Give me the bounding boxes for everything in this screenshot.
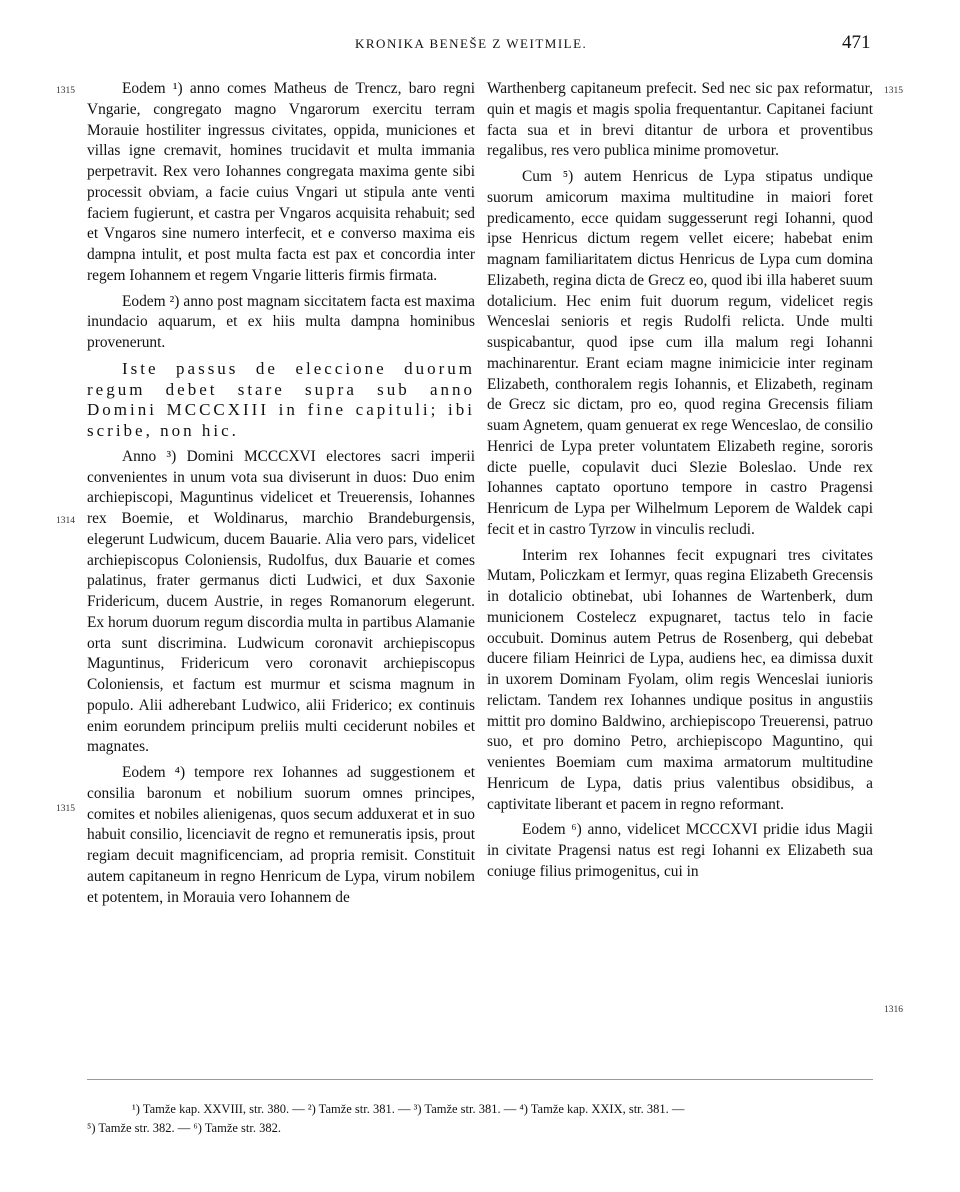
right-column [487, 79, 873, 883]
editorial-note-eleccione: Iste passus de eleccione duorum regum debet stare supra sub anno Domini MCCCXIII in fine capituli; ibi scribe, non hic. [87, 358, 475, 440]
footnote-line-1: ¹) Tamže kap. XXVIII, str. 380. — ²) Tamže str. 381. — ³) Tamže str. 381. — ⁴) Tamže kap. XXIX, str. 381. — [132, 1102, 685, 1116]
paragraph-henricus-lypa: Cum ⁵) autem Henricus de Lypa stipatus undique suorum amicorum maxima multitudine in maiori foret predicamento, ecce quidam suggesserunt regi Iohanni, quod ipse Henricus dictum regem vellet eicere; habebat enim magnam familiaritatem dictus Henricus de Lypa cum domina Elizabeth, regina dicta de Grecz eo, quod ibi illa haberet suum dotalicium. Hec enim fuit duorum regum, videlicet regis Wenceslai senioris et regis Rudolfi relicta. Unde multi suspicabantur, quod ipse cum illa malum regi Iohanni machinarentur. Erant eciam magne inimicicie inter reginam Elizabeth, conthoralem regis Iohannis, et Elizabeth, reginam de Grecz sic dictam, pro eo, quod regina Grecensis filiam suam Agnetem, quam genuerat ex rege Wenceslao, de consilio Henrici de Lypa preter voluntatem Elizabeth regine, sororis dicte puelle, copulavit duci Slezie Boleslao. Unde rex Iohannes captato oportuno tempore in castro Pragensi Henricum de Lypa per Wilhelmum Leporem de Waldek capi fecit et in castro Tyrzow in vinculis recludi. [487, 168, 873, 538]
margin-year-1315-c: 1315 [884, 86, 903, 96]
footnotes [87, 1100, 873, 1138]
margin-year-1315-b: 1315 [56, 804, 75, 814]
margin-year-1315-a: 1315 [56, 86, 75, 96]
paragraph-alienigenas: Eodem ⁴) tempore rex Iohannes ad suggestionem et consilia baronum et nobilium suorum omnes principes, comites et nobiles alienigenas, quos secum adduxerat et in suo habuit consilio, licenciavit de regno et remuneratis ipsis, prout regiam decuit magnificenciam, ad propria remisit. Constituit autem capitaneum in regno Henricum de Lypa, virum nobilem et potentem, in Morauia vero Iohannem de [87, 764, 475, 906]
footnote-line-2: ⁵) Tamže str. 382. — ⁶) Tamže str. 382. [87, 1121, 281, 1135]
footnote-divider [87, 1079, 873, 1080]
paragraph-expugnari: Interim rex Iohannes fecit expugnari tres civitates Mutam, Policzkam et Iermyr, quas regina Elizabeth Grecensis in dotalicio obtinebat, ubi Iohannes de Wartenberk, dum municionem Costelecz expugnaret, tactus telo in facie occubuit. Dominus autem Petrus de Rosenberg, qui debebat ducere filiam Heinrici de Lypa, audiens hec, ea dimissa duxit in uxorem Dominam Fyolam, olim regis Wenceslai iunioris relictam. Tandem rex Iohannes undique positus in angustiis mittit pro domino Baldwino, archiepiscopo Treuerensi, patruo suo, et pro domino Petro, archiepiscopo Maguntino, qui venientes Boemiam cum maxima armatorum multitudine Henricum de Lypa, datis prius valentibus obsidibus, a captivitate liberant et pacem in regno reformant. [487, 546, 873, 813]
page-number: 471 [842, 32, 871, 53]
paragraph-warthenberg: Warthenberg capitaneum prefecit. Sed nec sic pax reformatur, quin et magis et magis spolia frequentantur. Capitanei faciunt facta sua et in brevi ditantur de urbora et proventibus regalibus, res vero publica minime promovetur. [487, 80, 873, 160]
margin-year-1314: 1314 [56, 516, 75, 526]
paragraph-electores: Anno ³) Domini MCCCXVI electores sacri imperii convenientes in unum vota sua diviserunt in duos: Duo enim archiepiscopi, Maguntinus videlicet et Treuerensis, Iohannes rex Boemie, et Woldinarus, marchio Brandeburgensis, elegerunt Ludwicum, ducem Bauarie. Alia vero pars, videlicet archiepiscopus Coloniensis, Rudolfus, dux Bauarie et comes palatinus, frater germanus dicti Ludwici, et dux Saxonie Fridericum, ducem Austrie, in reges Romanorum elegerunt. Ex horum duorum regum discordia multa in partibus Alamanie orta sunt discrimina. Ludwicum coronavit archiepiscopus Maguntinus, Fridericum vero coronavit archiepiscopus Coloniensis, et factum est murmur et scisma magnum in populo. Alii adherebant Ludwico, alii Friderico; ex continuis enim eorundem principum preliis multi ceciderunt nobiles et magnates. [87, 447, 475, 756]
paragraph-primogenitus: Eodem ⁶) anno, videlicet MCCCXVI pridie idus Magii in civitate Pragensi natus est regi Iohanni ex Elizabeth sua coniuge filius primogenitus, cui in [487, 821, 873, 880]
paragraph-inundacio: Eodem ²) anno post magnam siccitatem facta est maxima inundacio aquarum, et ex hiis multa dampna hominibus provenerunt. [87, 292, 475, 351]
running-title: KRONIKA BENEŠE Z WEITMILE. [355, 36, 588, 51]
page-header [0, 30, 960, 58]
paragraph-matheus-trencz: Eodem ¹) anno comes Matheus de Trencz, baro regni Vngarie, congregato magno Vngarorum exercitu terram Morauie hostiliter ingressus civitates, oppida, municiones et villas igne cremavit, homines trucidavit et multa immania perpetravit. Rex vero Iohannes congregata maxima gente sibi processit obviam, a facie cuius Vngari ut stipula ante venti faciem fugierunt, et castra per Vngaros acquisita rehabuit; sed et Vngaros sine numero interfecit, et e converso maxima eis dampna intulit, et post multa facta est pax et concordia inter regem Iohannem et regem Vngarie litteris firmis firmata. [87, 80, 475, 284]
margin-year-1316: 1316 [884, 1005, 903, 1015]
left-column [87, 79, 475, 908]
